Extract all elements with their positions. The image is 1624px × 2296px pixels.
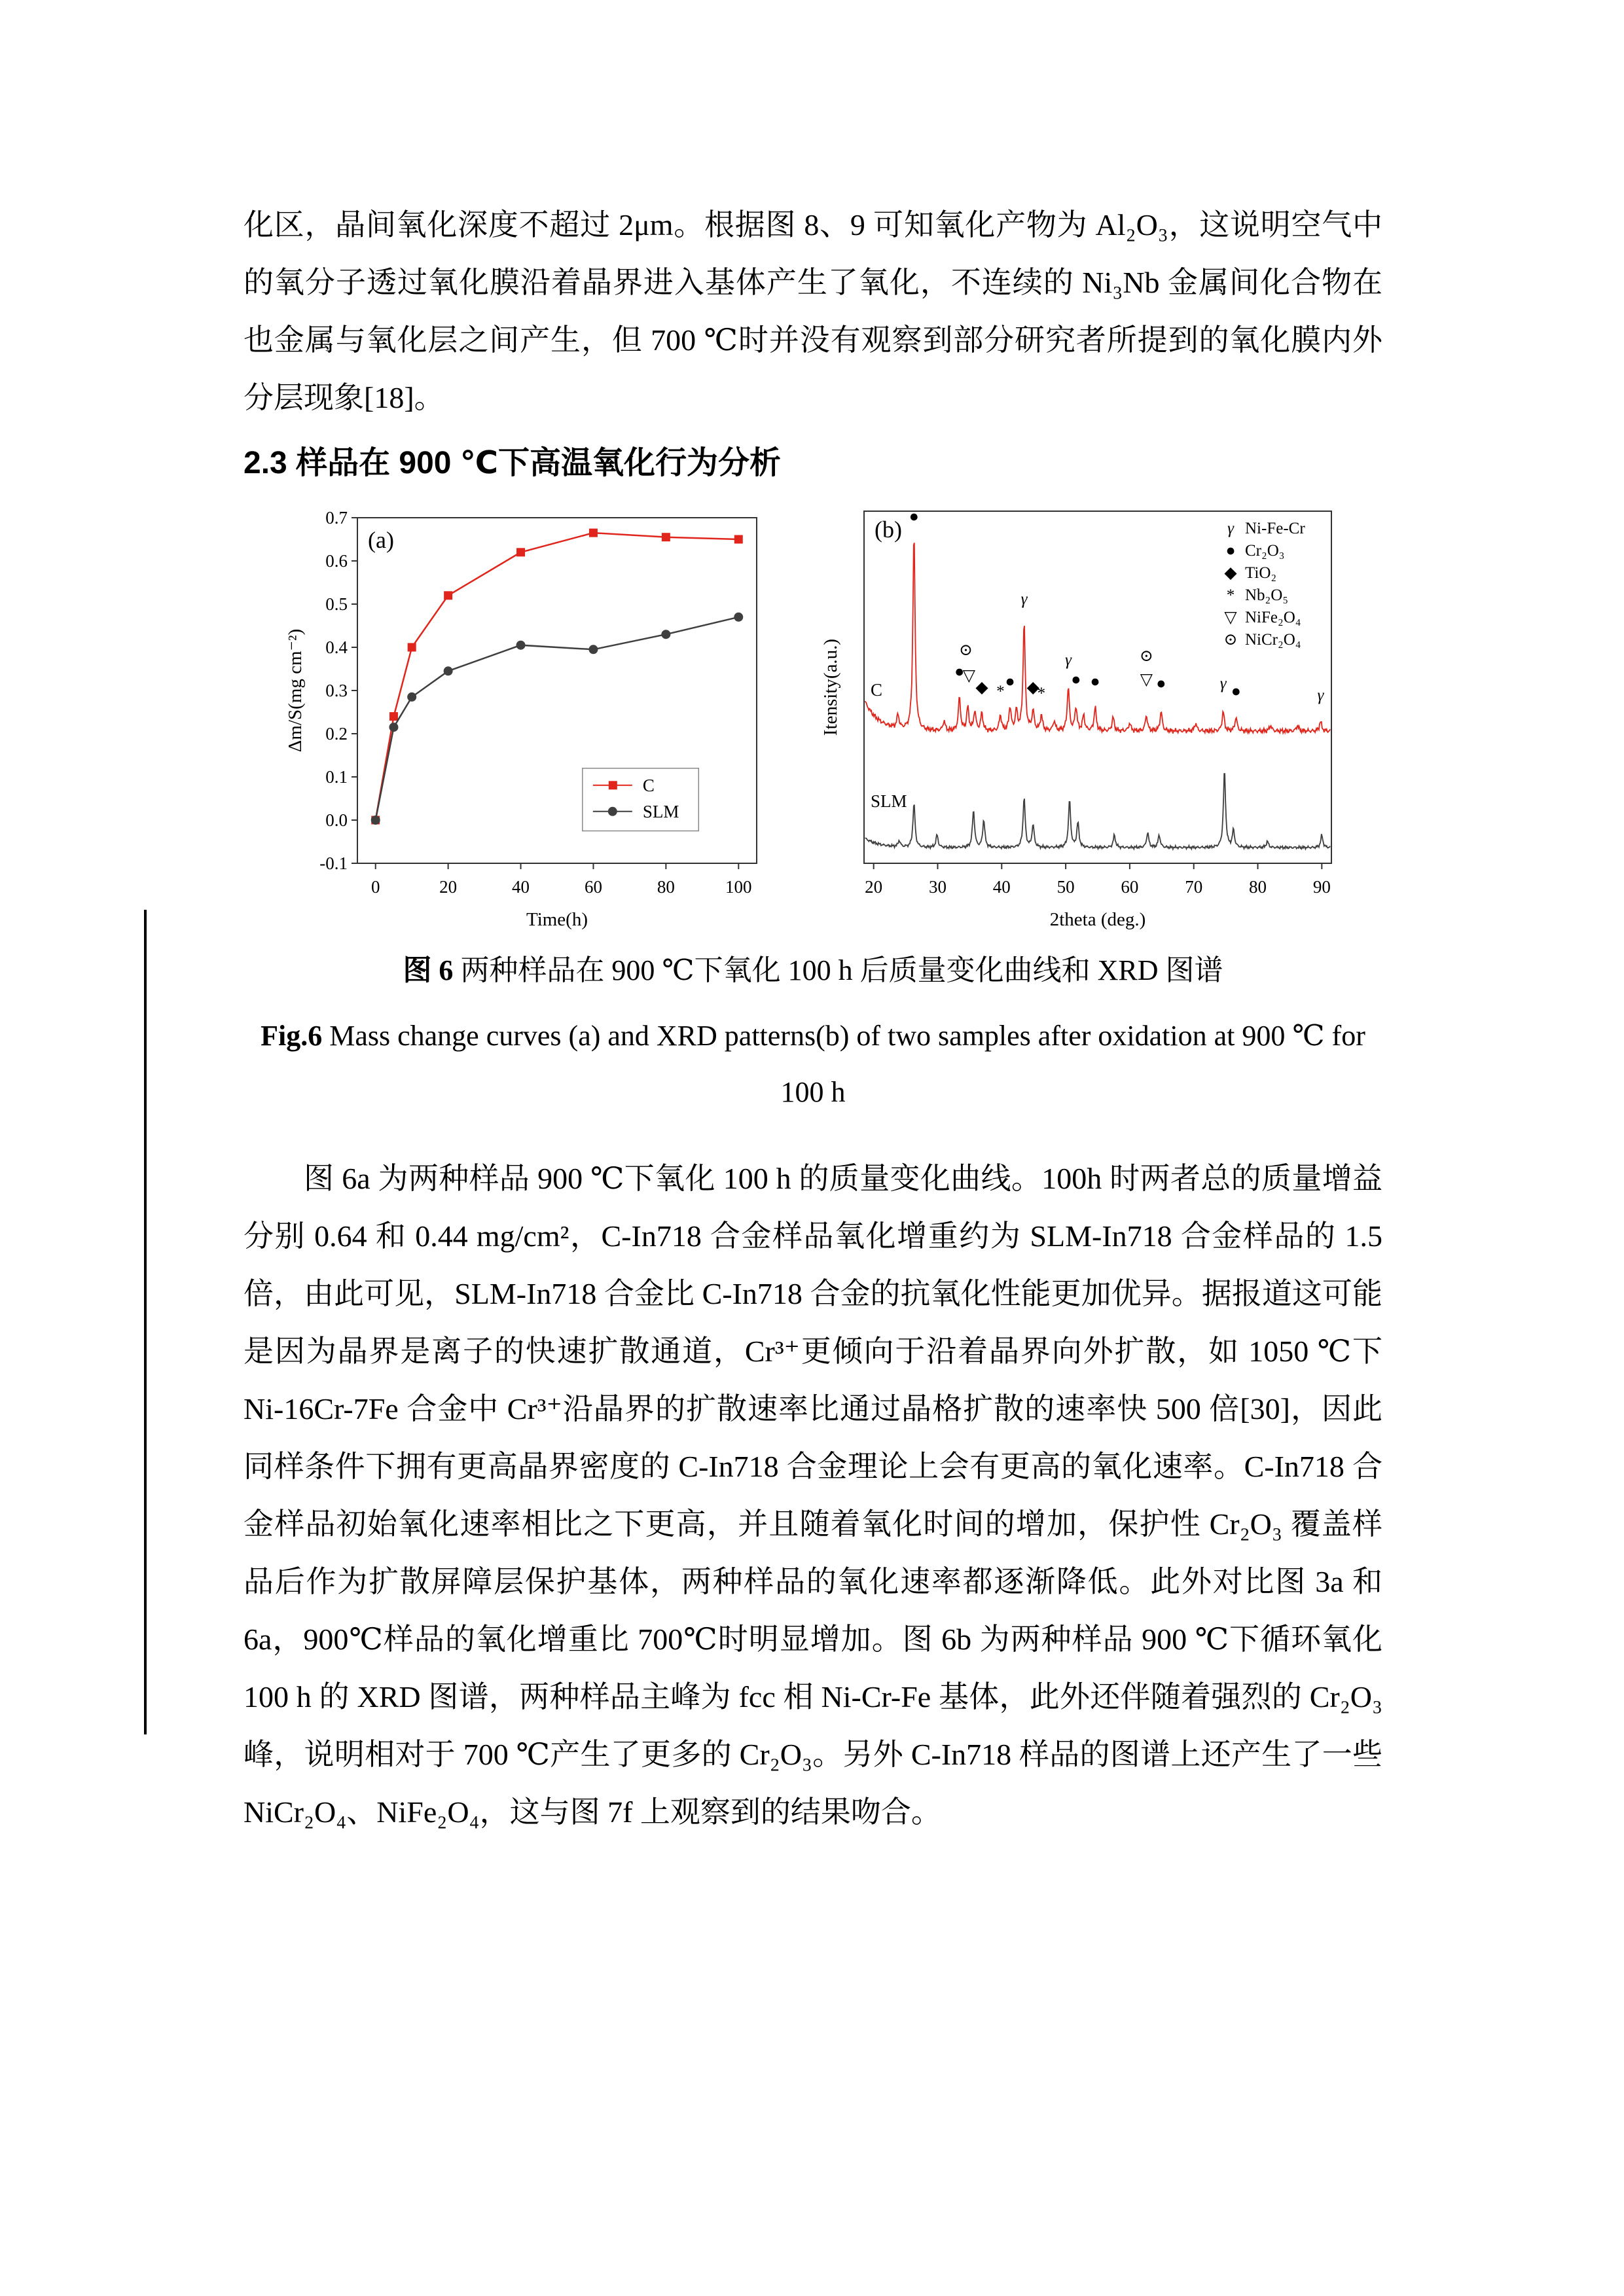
svg-text:2theta (deg.): 2theta (deg.) bbox=[1049, 909, 1146, 930]
svg-text:C: C bbox=[871, 680, 883, 700]
svg-text:40: 40 bbox=[512, 877, 530, 897]
svg-text:SLM: SLM bbox=[871, 791, 907, 811]
svg-text:60: 60 bbox=[1121, 877, 1139, 897]
figure-caption-en-label: Fig.6 bbox=[261, 1020, 323, 1052]
svg-text:⊙: ⊙ bbox=[1223, 631, 1238, 649]
svg-text:60: 60 bbox=[584, 877, 602, 897]
svg-text:NiFe₂O₄: NiFe₂O₄ bbox=[1245, 609, 1301, 626]
svg-text:●: ● bbox=[909, 508, 919, 526]
svg-text:NiCr₂O₄: NiCr₂O₄ bbox=[1245, 631, 1301, 649]
svg-text:0.2: 0.2 bbox=[325, 724, 348, 744]
svg-text:20: 20 bbox=[439, 877, 458, 897]
svg-text:◆: ◆ bbox=[1224, 564, 1237, 582]
svg-text:70: 70 bbox=[1185, 877, 1203, 897]
svg-text:●: ● bbox=[954, 663, 965, 681]
svg-text:0.7: 0.7 bbox=[325, 508, 348, 528]
paragraph-body: 图 6a 为两种样品 900 ℃下氧化 100 h 的质量变化曲线。100h 时两者总的质量增益分别 0.64 和 0.44 mg/cm²，C-In718 合金样品氧化增重约为 SLM-In718 合金样品的 1.5 倍，由此可见，SLM-In718 合金比 C-In718 合金的抗氧化性能更加优异。据报道这可能是因为晶界是离子的快速扩散通道，Cr³⁺更倾向于沿着晶界向外扩散，如 1050 ℃下 Ni-16Cr-7Fe 合金中 Cr³⁺沿晶界的扩散速率比通过晶格扩散的速率快 500 倍[30]，因此同样条件下拥有更高晶界密度的 C-In718 合金理论上会有更高的氧化速率。C-In718 合金样品初始氧化速率相比之下更高，并且随着氧化时间的增加，保护性 Cr₂O₃ 覆盖样品后作为扩散屏障层保护基体，两种样品的氧化速率都逐渐降低。此外对比图 3a 和 6a，900℃样品的氧化增重比 700℃时明显增加。图 6b 为两种样品 900 ℃下循环氧化 100 h 的 XRD 图谱，两种样品主峰为 fcc 相 Ni-Cr-Fe 基体，此外还伴随着强烈的 Cr₂O₃ 峰，说明相对于 700 ℃产生了更多的 Cr₂O₃。另外 C-In718 样品的图谱上还产生了一些 NiCr₂O₄、NiFe₂O₄，这与图 7f 上观察到的结果吻合。 bbox=[244, 1162, 1382, 1829]
svg-text:SLM: SLM bbox=[642, 801, 679, 821]
svg-text:90: 90 bbox=[1312, 877, 1331, 897]
svg-text:γ: γ bbox=[1317, 687, 1324, 704]
svg-text:50: 50 bbox=[1056, 877, 1075, 897]
svg-text:γ: γ bbox=[1020, 590, 1028, 608]
paragraph-top: 化区，晶间氧化深度不超过 2μm。根据图 8、9 可知氧化产物为 Al₂O₃，这说明空气中的氧分子透过氧化膜沿着晶界进入基体产生了氧化，不连续的 Ni₃Nb 金属间化合物在也金属与氧化层之间产生，但 700 ℃时并没有观察到部分研究者所提到的氧化膜内外分层现象[18]。 bbox=[244, 208, 1382, 414]
svg-text:30: 30 bbox=[928, 877, 947, 897]
svg-text:⊙: ⊙ bbox=[1139, 647, 1153, 665]
svg-text:Itensity(a.u.): Itensity(a.u.) bbox=[820, 638, 841, 736]
svg-text:Cr₂O₃: Cr₂O₃ bbox=[1245, 542, 1285, 560]
svg-text:80: 80 bbox=[1249, 877, 1267, 897]
svg-text:Ni-Fe-Cr: Ni-Fe-Cr bbox=[1245, 520, 1305, 537]
svg-text:γ: γ bbox=[1227, 520, 1234, 537]
svg-text:◆: ◆ bbox=[1026, 679, 1039, 696]
svg-text:0.4: 0.4 bbox=[325, 637, 348, 657]
svg-text:▽: ▽ bbox=[1140, 671, 1153, 689]
svg-text:-0.1: -0.1 bbox=[319, 853, 348, 873]
xrd-chart-svg bbox=[812, 501, 1348, 933]
section-heading: 2.3 样品在 900 ℃下高温氧化行为分析 bbox=[244, 446, 781, 480]
mass-change-chart-svg bbox=[278, 501, 775, 933]
svg-text:Δm/S(mg cm⁻²): Δm/S(mg cm⁻²) bbox=[285, 628, 306, 753]
svg-text:20: 20 bbox=[865, 877, 883, 897]
svg-text:⊙: ⊙ bbox=[959, 641, 973, 659]
svg-text:(b): (b) bbox=[875, 516, 902, 543]
svg-text:●: ● bbox=[1071, 671, 1081, 689]
svg-text:●: ● bbox=[1225, 542, 1236, 560]
svg-text:40: 40 bbox=[992, 877, 1011, 897]
svg-text:◆: ◆ bbox=[975, 679, 988, 696]
mass-change-chart bbox=[278, 501, 775, 933]
figure-6 bbox=[244, 501, 1382, 933]
svg-text:100: 100 bbox=[725, 877, 752, 897]
figure-caption-zh-text: 两种样品在 900 ℃下氧化 100 h 后质量变化曲线和 XRD 图谱 bbox=[453, 954, 1223, 986]
svg-text:C: C bbox=[642, 775, 655, 795]
figure-caption-en-text: Mass change curves (a) and XRD patterns(b) of two samples after oxidation at 900 ℃ for bbox=[322, 1020, 1365, 1052]
svg-text:0: 0 bbox=[370, 877, 380, 897]
figure-caption-en-line2: 100 h bbox=[780, 1076, 846, 1108]
svg-text:0.1: 0.1 bbox=[325, 767, 348, 787]
svg-text:0.5: 0.5 bbox=[325, 594, 348, 614]
svg-text:γ: γ bbox=[1065, 651, 1072, 669]
svg-text:Time(h): Time(h) bbox=[526, 909, 588, 930]
svg-text:●: ● bbox=[1231, 683, 1241, 700]
svg-text:▽: ▽ bbox=[1224, 609, 1237, 626]
svg-text:0.0: 0.0 bbox=[325, 810, 348, 830]
svg-text:●: ● bbox=[1005, 673, 1015, 691]
svg-text:●: ● bbox=[1090, 673, 1100, 691]
svg-text:●: ● bbox=[1156, 675, 1166, 692]
svg-text:*: * bbox=[996, 683, 1005, 700]
svg-text:*: * bbox=[1037, 685, 1046, 702]
svg-text:80: 80 bbox=[657, 877, 675, 897]
svg-text:Nb₂O₅: Nb₂O₅ bbox=[1245, 586, 1289, 604]
xrd-chart bbox=[812, 501, 1348, 933]
figure-caption-zh bbox=[244, 950, 1382, 992]
svg-text:*: * bbox=[1226, 586, 1235, 604]
svg-text:(a): (a) bbox=[368, 527, 394, 553]
svg-text:0.6: 0.6 bbox=[325, 551, 348, 571]
svg-text:▽: ▽ bbox=[962, 667, 976, 685]
page-content bbox=[244, 196, 1382, 1841]
svg-text:0.3: 0.3 bbox=[325, 681, 348, 700]
figure-caption-zh-label: 图 6 bbox=[403, 954, 454, 986]
figure-caption-en bbox=[244, 1015, 1382, 1057]
svg-text:TiO₂: TiO₂ bbox=[1245, 564, 1277, 582]
revision-bar bbox=[144, 910, 147, 1734]
svg-text:γ: γ bbox=[1219, 675, 1227, 692]
